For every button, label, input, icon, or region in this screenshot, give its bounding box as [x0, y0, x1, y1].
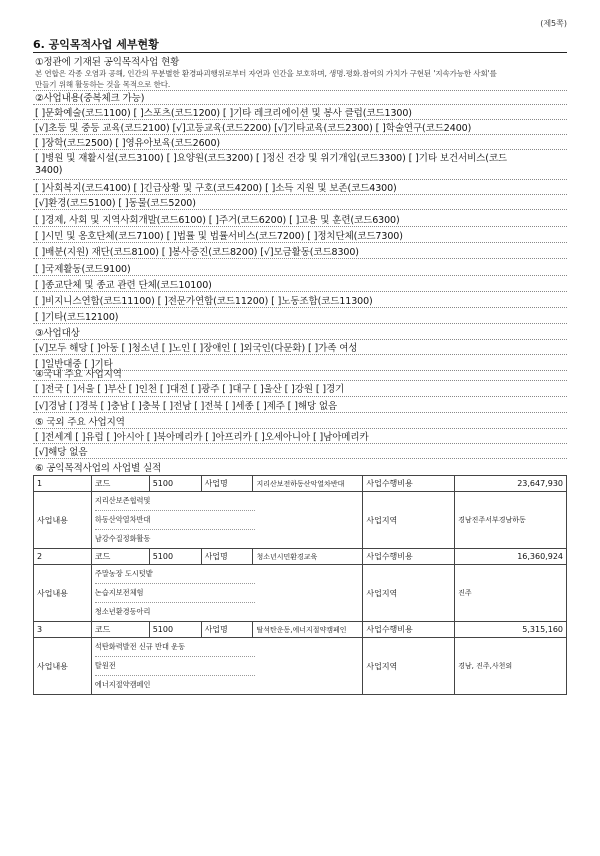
s2-line-1: [ ]문화예술(코드1100) [ ]스포츠(코드1200) [ ]기타 레크리에이션 및 봉사 클럽(코드1300): [35, 108, 412, 119]
section-title: 6. 공익목적사업 세부현황: [33, 38, 159, 51]
content-line: 논습지보전체험: [95, 584, 255, 603]
divider: [33, 412, 567, 413]
s3-heading: ③사업대상: [35, 328, 80, 339]
project-code: 5100: [149, 549, 201, 565]
biz-name-label: 사업명: [201, 549, 253, 565]
table-row: [34, 565, 567, 622]
biz-name-label: 사업명: [201, 622, 253, 638]
project-cost: 5,315,160: [455, 622, 567, 638]
s5-line-2: [√]해당 없음: [35, 447, 88, 458]
s5-line-1: [ ]전세계 [ ]유럽 [ ]아시아 [ ]북아메리카 [ ]아프리카 [ ]오세아니아 [ ]남아메리카: [35, 432, 369, 443]
project-code: 5100: [149, 476, 201, 492]
biz-area-label: 사업지역: [363, 565, 455, 622]
project-cost: 23,647,930: [455, 476, 567, 492]
biz-cost-label: 사업수행비용: [363, 476, 455, 492]
form-number: (제5쪽): [540, 19, 567, 28]
s2-line-5: 3400): [35, 165, 63, 176]
s2-line-8: [ ]경제, 사회 및 지역사회개발(코드6100) [ ]주거(코드6200) [ ]고용 및 훈련(코드6300): [35, 215, 400, 226]
s4-line-2: [√]경남 [ ]경북 [ ]충남 [ ]충북 [ ]전남 [ ]전북 [ ]세종 [ ]제주 [ ]해당 없음: [35, 401, 338, 412]
s2-heading: ②사업내용(중복체크 가능): [35, 93, 145, 104]
biz-cost-label: 사업수행비용: [363, 622, 455, 638]
biz-content-label: 사업내용: [34, 638, 92, 695]
code-label: 코드: [91, 549, 149, 565]
biz-cost-label: 사업수행비용: [363, 549, 455, 565]
divider: [33, 226, 567, 227]
project-area: 경남, 진주,사천외: [455, 638, 567, 695]
divider: [33, 323, 567, 324]
s2-line-9: [ ]시민 및 옹호단체(코드7100) [ ]법률 및 법률서비스(코드7200) [ ]정치단체(코드7300): [35, 231, 403, 242]
divider: [33, 443, 567, 444]
project-code: 5100: [149, 622, 201, 638]
table-row: [34, 638, 567, 695]
content-line: 청소년환경동아리: [94, 607, 151, 616]
s2-line-10: [ ]배분(지원) 재단(코드8100) [ ]봉사증진(코드8200) [√]모금활동(코드8300): [35, 247, 359, 258]
s2-line-7: [√]환경(코드5100) [ ]동물(코드5200): [35, 198, 196, 209]
s2-line-2: [√]초등 및 중등 교육(코드2100) [√]고등교육(코드2200) [√]기타교육(코드2300) [ ]학술연구(코드2400): [35, 123, 472, 134]
s2-line-3: [ ]장학(코드2500) [ ]영유아보육(코드2600): [35, 138, 221, 149]
content-line: 지리산보존협력및: [95, 492, 255, 511]
s6-heading: ⑥ 공익목적사업의 사업별 실적: [35, 463, 162, 474]
project-cost: 16,360,924: [455, 549, 567, 565]
s1-text-1: 본 연합은 각종 오염과 공해, 인간의 무분별한 환경파괴행위로부터 자연과 인간을 보호하며, 생명.평화.참여의 가치가 구현된 '지속가능한 사회'를: [35, 69, 497, 78]
s2-line-4: [ ]병원 및 재활시설(코드3100) [ ]요양원(코드3200) [ ]정신 건강 및 위기개입(코드3300) [ ]기타 보건서비스(코드: [35, 153, 508, 164]
project-area: 경남진주서부경남하동: [455, 492, 567, 549]
project-no: 3: [34, 622, 92, 638]
s2-line-12: [ ]종교단체 및 종교 관련 단체(코드10100): [35, 280, 212, 291]
s4-heading: ④국내 주요 사업지역: [35, 369, 122, 380]
content-line: 탈원전: [95, 657, 255, 676]
project-name: 청소년시민환경교육: [253, 549, 363, 565]
s1-heading: ①정관에 기재된 공익목적사업 현황: [35, 57, 180, 68]
divider: [33, 258, 567, 259]
content-line: 석탄화력발전 신규 반대 운동: [95, 638, 255, 657]
biz-content-label: 사업내용: [34, 492, 92, 549]
divider: [33, 354, 567, 355]
content-line: 남강수질정화활동: [94, 534, 151, 543]
project-no: 2: [34, 549, 92, 565]
s3-line-1: [√]모두 해당 [ ]아동 [ ]청소년 [ ]노인 [ ]장애인 [ ]외국인(다문화) [ ]가족 여성: [35, 343, 358, 354]
content-line: 에너지절약캠페인: [94, 680, 151, 689]
project-name: 지리산보전하동산악열차반대: [253, 476, 363, 492]
content-line: 주말농장 도시텃밭: [95, 565, 255, 584]
project-content: [91, 638, 362, 695]
project-content: [91, 492, 362, 549]
divider: [33, 242, 567, 243]
divider: [33, 275, 567, 276]
s4-line-1: [ ]전국 [ ]서울 [ ]부산 [ ]인천 [ ]대전 [ ]광주 [ ]대구 [ ]울산 [ ]강원 [ ]경기: [35, 384, 345, 395]
biz-content-label: 사업내용: [34, 565, 92, 622]
s2-line-6: [ ]사회복지(코드4100) [ ]긴급상황 및 구호(코드4200) [ ]소득 지원 및 보존(코드4300): [35, 183, 397, 194]
divider: [33, 396, 567, 397]
project-no: 1: [34, 476, 92, 492]
s2-line-13: [ ]비지니스연합(코드11100) [ ]전문가연합(코드11200) [ ]노동조합(코드11300): [35, 296, 373, 307]
divider: [33, 291, 567, 292]
divider: [33, 209, 567, 210]
biz-area-label: 사업지역: [363, 638, 455, 695]
s2-line-11: [ ]국제활동(코드9100): [35, 264, 131, 275]
project-name: 탈석탄운동,에너지절약캠페인: [253, 622, 363, 638]
biz-area-label: 사업지역: [363, 492, 455, 549]
table-row: [34, 549, 567, 565]
table-row: [34, 622, 567, 638]
s3-line-2: [ ]일반대중 [ ]기타: [35, 359, 113, 370]
table-row: [34, 476, 567, 492]
s5-heading: ⑤ 국외 주요 사업지역: [35, 417, 125, 428]
s2-line-14: [ ]기타(코드12100): [35, 312, 119, 323]
code-label: 코드: [91, 622, 149, 638]
code-label: 코드: [91, 476, 149, 492]
projects-table: [33, 475, 567, 695]
table-row: [34, 492, 567, 549]
title-rule: [33, 52, 567, 53]
project-area: 진주: [455, 565, 567, 622]
project-content: [91, 565, 362, 622]
biz-name-label: 사업명: [201, 476, 253, 492]
s1-text-2: 만들기 위해 활동하는 것을 목적으로 한다.: [35, 80, 171, 89]
divider: [33, 307, 567, 308]
divider: [33, 458, 567, 459]
content-line: 하동산악열차반대: [95, 511, 255, 530]
